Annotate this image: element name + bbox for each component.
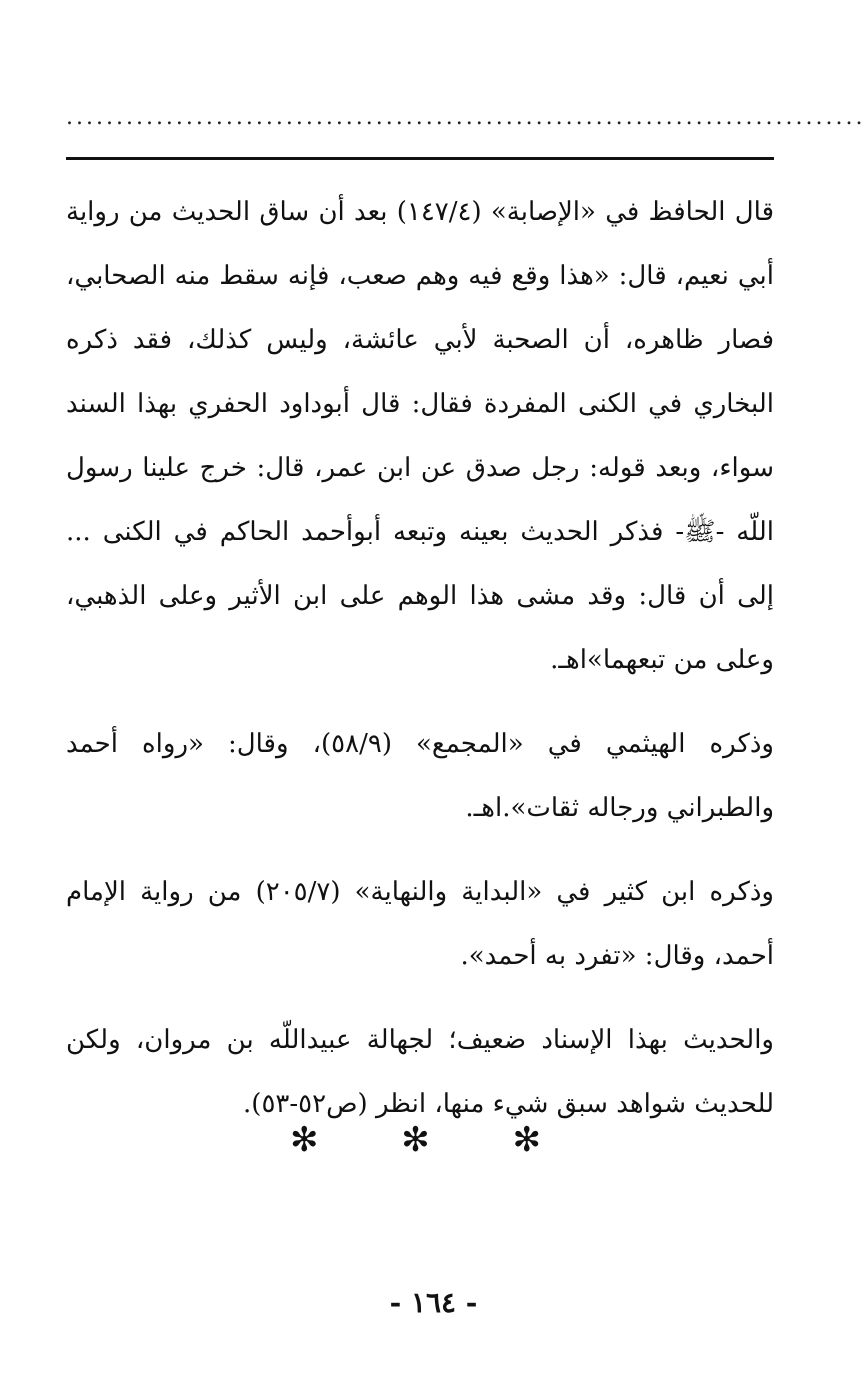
paragraph-bidaya: وذكره ابن كثير في «البداية والنهاية» (٢٠٥/٧) من رواية الإمام أحمد، وقال: «تفرد به أحمد». [66,877,774,971]
dotted-line: ................................................................................ [66,105,866,130]
paragraph-gap [66,840,774,860]
paragraph-majma: وذكره الهيثمي في «المجمع» (٥٨/٩)، وقال: «رواه أحمد والطبراني ورجاله ثقات».اهـ. [66,729,774,823]
paragraph-conclusion: والحديث بهذا الإسناد ضعيف؛ لجهالة عبيداللّه بن مروان، ولكن للحديث شواهد سبق شيء منها، انظر (ص٥٢-٥٣). [66,1025,774,1119]
section-separator: ✻ ✻ ✻ [289,1120,578,1160]
paragraph-gap [66,692,774,712]
page-number: - ١٦٤ - [389,1286,478,1319]
horizontal-rule [66,157,774,160]
paragraph-isabah: قال الحافظ في «الإصابة» (١٤٧/٤) بعد أن ساق الحديث من رواية أبي نعيم، قال: «هذا وقع فيه وهم صعب، فإنه سقط منه الصحابي، فصار ظاهره، أن الصحبة لأبي عائشة، وليس كذلك، فقد ذكره البخاري في الكنى المفردة فقال: قال أبوداود الحفري بهذا السند سواء، وبعد قوله: رجل صدق عن ابن عمر، قال: خرج علينا رسول اللّه -ﷺ- فذكر الحديث بعينه وتبعه أبوأحمد الحاكم في الكنى ... إلى أن قال: وقد مشى هذا الوهم على ابن الأثير وعلى الذهبي، وعلى من تبعهما»اهـ. [66,197,774,675]
text-body [66,180,774,1136]
paragraph-gap [66,988,774,1008]
